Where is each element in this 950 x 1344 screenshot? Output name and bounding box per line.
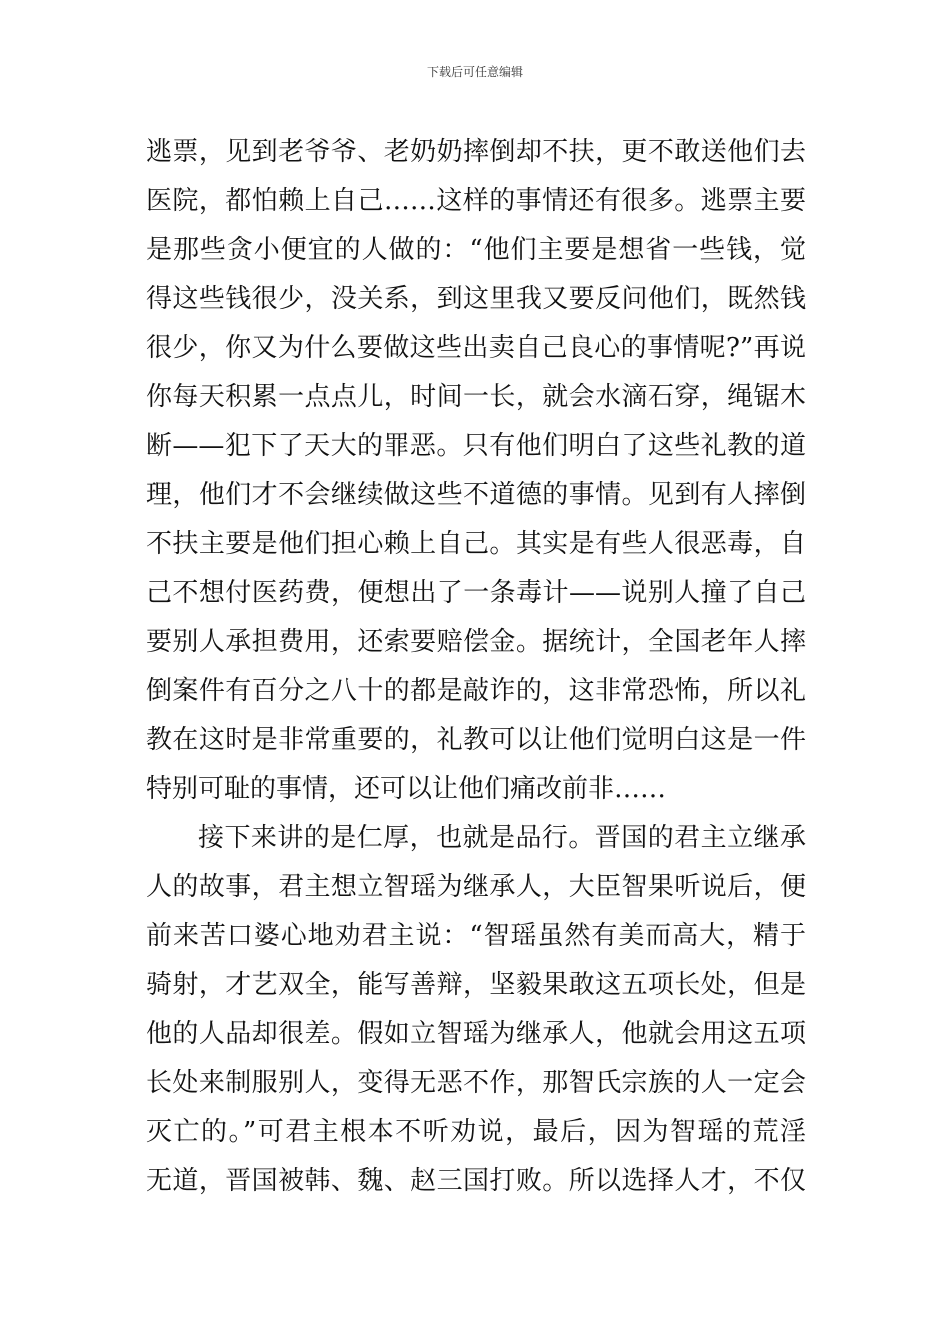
text-line: 你每天积累一点点儿，时间一长，就会水滴石穿，绳锯木 bbox=[146, 382, 806, 412]
text-line: 灭亡的。”可君主根本不听劝说，最后，因为智瑶的荒淫 bbox=[146, 1117, 806, 1147]
text-line: 逃票，见到老爷爷、老奶奶摔倒却不扶，更不敢送他们去 bbox=[146, 137, 806, 167]
page-header: 下载后可任意编辑 bbox=[426, 65, 523, 79]
text-line: 医院，都怕赖上自己……这样的事情还有很多。逃票主要 bbox=[146, 186, 806, 216]
text-line: 他的人品却很差。假如立智瑶为继承人，他就会用这五项 bbox=[146, 1019, 806, 1049]
text-line: 很少，你又为什么要做这些出卖自己良心的事情呢?”再说 bbox=[146, 333, 806, 363]
paragraph-first-line: 接下来讲的是仁厚，也就是品行。晋国的君主立继承 bbox=[198, 823, 806, 853]
text-line: 是那些贪小便宜的人做的：“他们主要是想省一些钱，觉 bbox=[146, 235, 806, 265]
text-line: 教在这时是非常重要的，礼教可以让他们觉明白这是一件 bbox=[146, 725, 806, 755]
text-line: 长处来制服别人，变得无恶不作，那智氏宗族的人一定会 bbox=[146, 1068, 806, 1098]
text-line: 倒案件有百分之八十的都是敲诈的，这非常恐怖，所以礼 bbox=[146, 676, 806, 706]
text-line: 理，他们才不会继续做这些不道德的事情。见到有人摔倒 bbox=[146, 480, 806, 510]
text-line: 骑射，才艺双全，能写善辩，坚毅果敢这五项长处，但是 bbox=[146, 970, 806, 1000]
text-line: 前来苦口婆心地劝君主说：“智瑶虽然有美而高大，精于 bbox=[146, 921, 806, 951]
text-line: 断——犯下了天大的罪恶。只有他们明白了这些礼教的道 bbox=[146, 431, 806, 461]
text-line: 人的故事，君主想立智瑶为继承人，大臣智果听说后，便 bbox=[146, 872, 806, 902]
text-line: 不扶主要是他们担心赖上自己。其实是有些人很恶毒，自 bbox=[146, 529, 806, 559]
text-line: 要别人承担费用，还索要赔偿金。据统计，全国老年人摔 bbox=[146, 627, 806, 657]
text-line: 得这些钱很少，没关系，到这里我又要反问他们，既然钱 bbox=[146, 284, 806, 314]
text-line: 特别可耻的事情，还可以让他们痛改前非…… bbox=[146, 774, 667, 804]
text-line: 无道，晋国被韩、魏、赵三国打败。所以选择人才，不仅 bbox=[146, 1166, 806, 1196]
text-line: 己不想付医药费，便想出了一条毒计——说别人撞了自己 bbox=[146, 578, 806, 608]
